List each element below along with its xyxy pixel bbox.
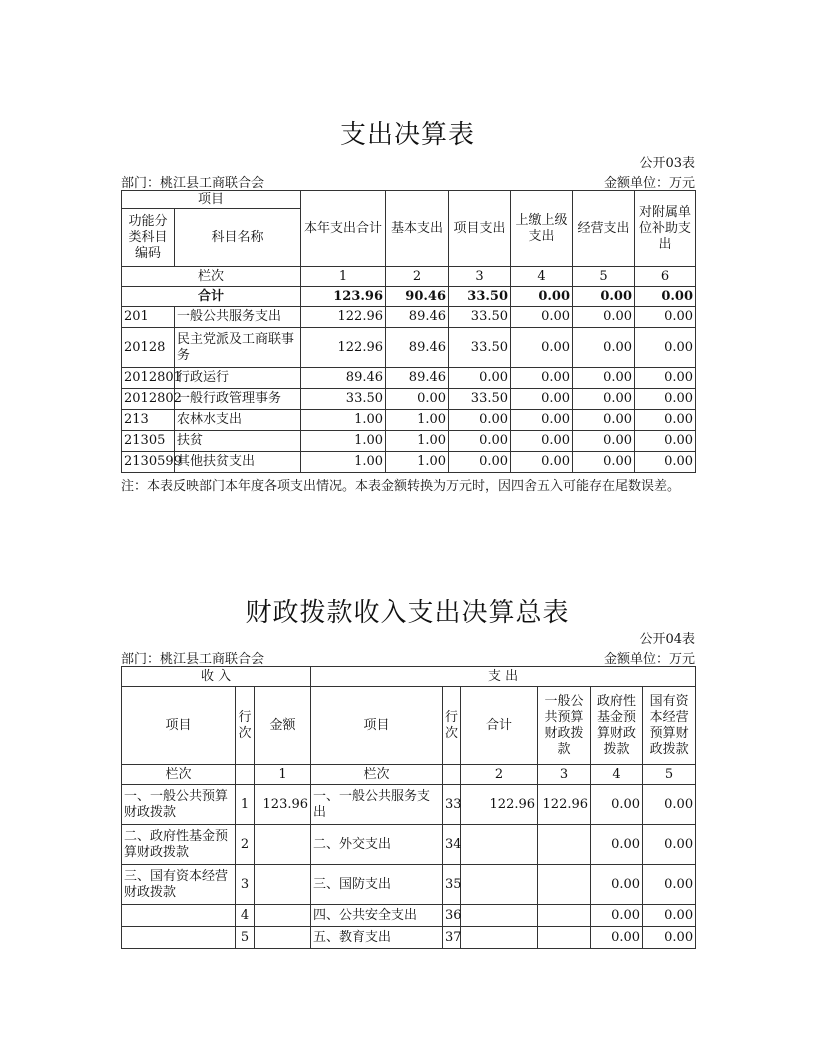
row-value: 0.00 xyxy=(511,307,573,328)
col-num: 1 xyxy=(255,765,311,785)
header-project: 项目支出 xyxy=(449,191,511,267)
header-item: 项目 xyxy=(122,687,236,765)
expense-table xyxy=(121,190,696,473)
table-row xyxy=(122,905,696,927)
income-item: 三、国有资本经营财政拨款 xyxy=(122,865,236,905)
row-value: 0.00 xyxy=(573,431,635,452)
expense-total xyxy=(461,865,538,905)
total-value: 90.46 xyxy=(386,287,449,307)
unit-label: 金额单位：万元 xyxy=(603,176,695,191)
header-line: 行次 xyxy=(443,687,461,765)
header-state: 国有资本经营预算财政拨款 xyxy=(643,687,696,765)
row-name: 一般公共服务支出 xyxy=(175,307,301,328)
expense-general: 122.96 xyxy=(538,785,591,825)
header-line: 行次 xyxy=(236,687,255,765)
header-basic: 基本支出 xyxy=(386,191,449,267)
row-value: 0.00 xyxy=(449,431,511,452)
row-value: 1.00 xyxy=(301,410,386,431)
row-value: 0.00 xyxy=(449,452,511,473)
row-value: 0.00 xyxy=(635,452,696,473)
column-label: 栏次 xyxy=(122,267,301,287)
table-row xyxy=(122,452,696,473)
row-value: 33.50 xyxy=(449,328,511,368)
row-value: 0.00 xyxy=(386,389,449,410)
expense-item: 四、公共安全支出 xyxy=(311,905,443,927)
row-name: 民主党派及工商联事务 xyxy=(175,328,301,368)
header-total: 合计 xyxy=(461,687,538,765)
row-code: 2012802 xyxy=(122,389,175,410)
table-row xyxy=(122,410,696,431)
table-row xyxy=(122,431,696,452)
header-code: 功能分类科目编码 xyxy=(122,209,175,267)
col-num: 5 xyxy=(643,765,696,785)
row-value: 0.00 xyxy=(511,431,573,452)
expense-line: 35 xyxy=(443,865,461,905)
row-code: 20128 xyxy=(122,328,175,368)
expense-state: 0.00 xyxy=(643,825,696,865)
row-value: 1.00 xyxy=(386,431,449,452)
row-value: 122.96 xyxy=(301,328,386,368)
row-code: 201 xyxy=(122,307,175,328)
col-num: 5 xyxy=(573,267,635,287)
col-num: 2 xyxy=(386,267,449,287)
table-number: 公开04表 xyxy=(639,632,695,647)
column-label: 栏次 xyxy=(311,765,443,785)
header-item: 项目 xyxy=(311,687,443,765)
col-num: 1 xyxy=(301,267,386,287)
col-num: 2 xyxy=(461,765,538,785)
row-value: 0.00 xyxy=(635,389,696,410)
expense-line: 37 xyxy=(443,927,461,949)
row-value: 0.00 xyxy=(449,368,511,389)
income-item xyxy=(122,905,236,927)
row-value: 0.00 xyxy=(573,368,635,389)
table-row xyxy=(122,307,696,328)
expense-state: 0.00 xyxy=(643,927,696,949)
header-expense: 支 出 xyxy=(311,667,696,687)
income-amount xyxy=(255,927,311,949)
expense-line: 36 xyxy=(443,905,461,927)
row-value: 1.00 xyxy=(301,431,386,452)
row-value: 0.00 xyxy=(573,307,635,328)
income-line: 5 xyxy=(236,927,255,949)
total-value: 0.00 xyxy=(511,287,573,307)
total-label: 合计 xyxy=(122,287,301,307)
row-value: 0.00 xyxy=(635,307,696,328)
header-general: 一般公共预算财政拨款 xyxy=(538,687,591,765)
row-value: 33.50 xyxy=(449,389,511,410)
table-note: 注：本表反映部门本年度各项支出情况。本表金额转换为万元时，因四舍五入可能存在尾数误差。 xyxy=(121,479,681,494)
total-value: 0.00 xyxy=(635,287,696,307)
row-name: 行政运行 xyxy=(175,368,301,389)
row-value: 0.00 xyxy=(511,328,573,368)
expense-item: 二、外交支出 xyxy=(311,825,443,865)
col-num: 4 xyxy=(591,765,643,785)
table-row xyxy=(122,825,696,865)
row-value: 33.50 xyxy=(301,389,386,410)
expense-general xyxy=(538,905,591,927)
row-value: 0.00 xyxy=(573,328,635,368)
header-total: 本年支出合计 xyxy=(301,191,386,267)
income-line: 2 xyxy=(236,825,255,865)
row-value: 0.00 xyxy=(635,410,696,431)
expense-item: 一、一般公共服务支出 xyxy=(311,785,443,825)
row-value: 89.46 xyxy=(386,368,449,389)
header-business: 经营支出 xyxy=(573,191,635,267)
expense-general xyxy=(538,865,591,905)
table-row xyxy=(122,927,696,949)
expense-state: 0.00 xyxy=(643,785,696,825)
col-num: 3 xyxy=(538,765,591,785)
expense-total xyxy=(461,825,538,865)
row-value: 89.46 xyxy=(301,368,386,389)
column-label: 栏次 xyxy=(122,765,236,785)
expense-report-title: 支出决算表 xyxy=(339,120,475,150)
col-num: 4 xyxy=(511,267,573,287)
expense-state: 0.00 xyxy=(643,905,696,927)
header-name: 科目名称 xyxy=(175,209,301,267)
table-row xyxy=(122,865,696,905)
table-row xyxy=(122,389,696,410)
table-number: 公开03表 xyxy=(639,156,695,171)
income-item xyxy=(122,927,236,949)
income-amount xyxy=(255,825,311,865)
department-label: 部门：桃江县工商联合会 xyxy=(121,176,265,191)
row-value: 0.00 xyxy=(635,368,696,389)
expense-state: 0.00 xyxy=(643,865,696,905)
col-num: 6 xyxy=(635,267,696,287)
income-line: 3 xyxy=(236,865,255,905)
income-line: 4 xyxy=(236,905,255,927)
row-value: 89.46 xyxy=(386,307,449,328)
row-value: 1.00 xyxy=(386,410,449,431)
income-item: 二、政府性基金预算财政拨款 xyxy=(122,825,236,865)
row-value: 122.96 xyxy=(301,307,386,328)
row-value: 0.00 xyxy=(511,389,573,410)
expense-general xyxy=(538,927,591,949)
header-income: 收 入 xyxy=(122,667,311,687)
fiscal-report-title: 财政拨款收入支出决算总表 xyxy=(245,598,570,628)
row-name: 扶贫 xyxy=(175,431,301,452)
row-value: 0.00 xyxy=(511,452,573,473)
expense-total xyxy=(461,927,538,949)
table-row xyxy=(122,328,696,368)
total-value: 0.00 xyxy=(573,287,635,307)
expense-item: 三、国防支出 xyxy=(311,865,443,905)
row-value: 1.00 xyxy=(301,452,386,473)
expense-line: 33 xyxy=(443,785,461,825)
table-row xyxy=(122,368,696,389)
row-name: 一般行政管理事务 xyxy=(175,389,301,410)
row-value: 0.00 xyxy=(511,410,573,431)
row-value: 89.46 xyxy=(386,328,449,368)
expense-fund: 0.00 xyxy=(591,865,643,905)
row-value: 0.00 xyxy=(449,410,511,431)
income-amount xyxy=(255,865,311,905)
expense-total: 122.96 xyxy=(461,785,538,825)
row-code: 213 xyxy=(122,410,175,431)
row-code: 2012801 xyxy=(122,368,175,389)
income-item: 一、一般公共预算财政拨款 xyxy=(122,785,236,825)
expense-fund: 0.00 xyxy=(591,825,643,865)
row-value: 0.00 xyxy=(635,431,696,452)
expense-general xyxy=(538,825,591,865)
header-amount: 金额 xyxy=(255,687,311,765)
row-name: 其他扶贫支出 xyxy=(175,452,301,473)
row-code: 2130599 xyxy=(122,452,175,473)
header-item: 项目 xyxy=(122,191,301,209)
expense-fund: 0.00 xyxy=(591,905,643,927)
table-row xyxy=(122,785,696,825)
income-amount: 123.96 xyxy=(255,785,311,825)
total-value: 123.96 xyxy=(301,287,386,307)
expense-fund: 0.00 xyxy=(591,785,643,825)
fiscal-table xyxy=(121,666,696,949)
header-fund: 政府性基金预算财政拨款 xyxy=(591,687,643,765)
row-value: 0.00 xyxy=(573,410,635,431)
header-upper: 上缴上级支出 xyxy=(511,191,573,267)
expense-line: 34 xyxy=(443,825,461,865)
row-name: 农林水支出 xyxy=(175,410,301,431)
row-value: 33.50 xyxy=(449,307,511,328)
total-value: 33.50 xyxy=(449,287,511,307)
row-value: 0.00 xyxy=(573,389,635,410)
row-value: 1.00 xyxy=(386,452,449,473)
row-value: 0.00 xyxy=(635,328,696,368)
row-value: 0.00 xyxy=(573,452,635,473)
expense-item: 五、教育支出 xyxy=(311,927,443,949)
income-amount xyxy=(255,905,311,927)
income-line: 1 xyxy=(236,785,255,825)
unit-label: 金额单位：万元 xyxy=(603,652,695,667)
expense-total xyxy=(461,905,538,927)
row-code: 21305 xyxy=(122,431,175,452)
header-subsidy: 对附属单位补助支出 xyxy=(635,191,696,267)
col-num: 3 xyxy=(449,267,511,287)
row-value: 0.00 xyxy=(511,368,573,389)
department-label: 部门：桃江县工商联合会 xyxy=(121,652,265,667)
expense-fund: 0.00 xyxy=(591,927,643,949)
